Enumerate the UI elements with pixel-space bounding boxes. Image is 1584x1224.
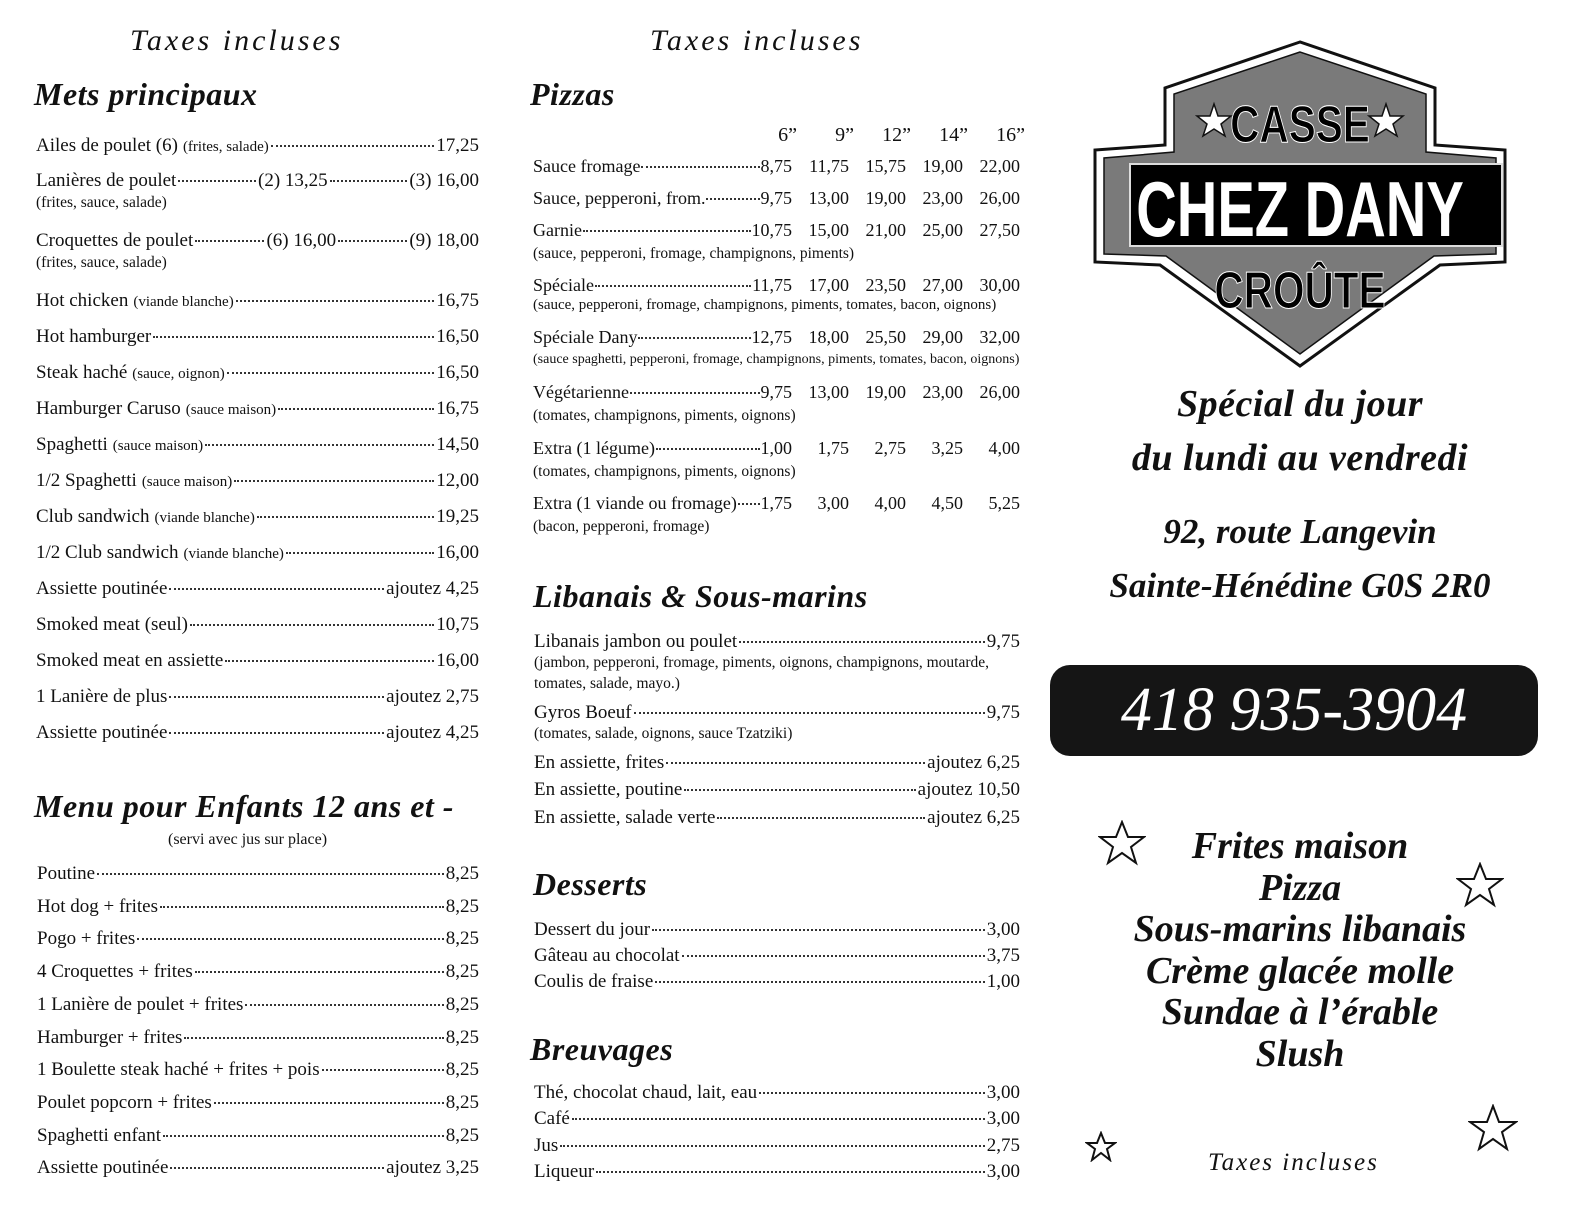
restaurant-logo [1090, 40, 1510, 370]
menu-item [36, 650, 479, 672]
service-item: Pizza [1258, 866, 1342, 909]
item-price: 16,75 [436, 290, 479, 311]
item-description: (sauce, pepperoni, fromage, champignons, piments) [533, 245, 855, 262]
menu-item [534, 752, 1020, 774]
item-name: 1/2 Spaghetti [36, 470, 137, 491]
item-description: (tomates, champignons, piments, oignons) [533, 407, 796, 424]
item-price: 32,00 [979, 327, 1020, 347]
menu-item [534, 779, 1020, 801]
pizza-row [533, 188, 1020, 209]
dot-leader [169, 588, 384, 590]
item-price: 23,00 [922, 188, 963, 208]
item-price: 16,00 [436, 542, 479, 563]
item-price: ajoutez 6,25 [927, 807, 1020, 828]
pizza-name-cell [533, 493, 792, 514]
pizza-name-cell [533, 382, 792, 403]
item-price: 10,75 [436, 614, 479, 635]
item-price: 15,75 [865, 156, 906, 176]
item-name: Ailes de poulet (6) [36, 135, 178, 156]
item-price: 8,25 [445, 1124, 479, 1146]
item-price: 3,00 [986, 1082, 1020, 1103]
item-description: (tomates, champignons, piments, oignons) [533, 463, 796, 480]
dot-leader [170, 1167, 384, 1169]
menu-item [534, 702, 1020, 724]
dot-leader [738, 503, 760, 505]
item-note: (viande blanche) [154, 510, 255, 526]
item-price: 16,50 [436, 326, 479, 347]
item-name: Hamburger Caruso [36, 398, 181, 419]
item-description: (sauce, pepperoni, fromage, champignons, piments, tomates, bacon, oignons) [533, 297, 997, 313]
section-title-desserts: Desserts [533, 866, 648, 902]
item-price: 17,00 [808, 275, 849, 295]
pizza-name-cell [533, 327, 792, 348]
menu-item [36, 326, 479, 348]
item-name: 1 Boulette steak haché + frites + pois [37, 1059, 320, 1081]
menu-item [36, 614, 479, 636]
pizza-row [533, 327, 1020, 348]
item-name: Thé, chocolat chaud, lait, eau [534, 1082, 758, 1103]
service-item: Sundae à l’érable [1161, 991, 1439, 1033]
item-name: Assiette poutinée [36, 578, 168, 599]
pizza-name-cell [533, 275, 792, 296]
item-price: ajoutez 2,75 [386, 686, 479, 707]
item-price: 8,25 [445, 863, 479, 884]
dot-leader [759, 1092, 985, 1094]
item-price: 3,75 [986, 945, 1020, 966]
menu-item [36, 434, 479, 456]
item-price: 13,00 [808, 382, 849, 402]
taxes-included-label: Taxes incluses [1208, 1149, 1379, 1176]
item-price: ajoutez 10,50 [917, 779, 1020, 800]
dot-leader [286, 552, 434, 554]
item-name: En assiette, poutine [534, 779, 683, 800]
item-name: Végétarienne [533, 382, 629, 402]
menu-item [36, 542, 479, 564]
item-name: Pogo + frites [37, 928, 136, 950]
dot-leader [572, 1118, 985, 1120]
dot-leader [684, 789, 915, 791]
star-icon [1085, 1131, 1117, 1162]
dot-leader [583, 230, 751, 232]
special-line-1: Spécial du jour [1176, 383, 1424, 425]
menu-item [36, 362, 479, 384]
item-price: 25,00 [922, 220, 963, 240]
item-name: 1 Lanière de poulet + frites [37, 993, 244, 1015]
item-price: 2,75 [986, 1135, 1020, 1156]
section-title-kids: Menu pour Enfants 12 ans et - [34, 788, 454, 824]
item-name: Spéciale [533, 275, 594, 295]
item-price: 26,00 [979, 188, 1020, 208]
item-price: 23,50 [865, 275, 906, 295]
item-price: 1,00 [760, 438, 792, 458]
item-name: Assiette poutinée [37, 1157, 169, 1179]
dot-leader [195, 240, 264, 242]
dot-leader [227, 372, 435, 374]
size-label: 16” [996, 124, 1025, 146]
star-icon [1456, 862, 1504, 908]
item-price: 8,25 [445, 1091, 479, 1113]
item-price: 2,75 [874, 438, 906, 458]
dot-leader [706, 198, 759, 200]
item-name: Gyros Boeuf [534, 702, 632, 723]
section-title-mains: Mets principaux [34, 76, 258, 112]
item-note: (viande blanche) [183, 546, 284, 562]
item-price: 13,00 [808, 188, 849, 208]
item-price: 4,00 [874, 493, 906, 513]
item-price: 15,00 [808, 220, 849, 240]
item-price: 3,00 [986, 1161, 1020, 1182]
item-price: 19,00 [865, 382, 906, 402]
taxes-included-label: Taxes incluses [130, 24, 344, 57]
item-price: (9) 18,00 [409, 230, 479, 251]
dot-leader [634, 712, 985, 714]
item-price: 30,00 [979, 275, 1020, 295]
item-price: 3,25 [931, 438, 963, 458]
dot-leader [214, 1102, 444, 1104]
address-city: Sainte-Hénédine G0S 2R0 [1109, 566, 1491, 605]
dot-leader [560, 1145, 984, 1147]
item-price: 9,75 [760, 382, 792, 402]
pizza-sizes-header [740, 124, 1025, 147]
star-icon [1098, 820, 1146, 866]
item-name: Gâteau au chocolat [534, 945, 680, 966]
service-item: Crème glacée molle [1145, 949, 1455, 992]
item-price: 22,00 [979, 156, 1020, 176]
menu-item [534, 971, 1020, 993]
item-name: Croquettes de poulet [36, 230, 194, 251]
menu-item [534, 945, 1020, 967]
item-name: Hot dog + frites [37, 895, 159, 917]
item-price: ajoutez 3,25 [386, 1157, 479, 1179]
section-title-breuvages: Breuvages [530, 1031, 674, 1067]
size-label: 9” [835, 124, 854, 146]
item-price: 18,00 [808, 327, 849, 347]
taxes-included-label: Taxes incluses [650, 24, 864, 57]
menu-item [37, 961, 479, 983]
pizza-name-cell [533, 188, 792, 209]
dot-leader [338, 240, 407, 242]
menu-item [36, 230, 479, 252]
service-item: Frites maison [1191, 825, 1409, 867]
item-price: 8,75 [760, 156, 792, 176]
item-description: (frites, sauce, salade) [36, 254, 167, 271]
menu-item [37, 1092, 479, 1114]
item-name: Poutine [37, 863, 96, 884]
service-item: Slush [1255, 1032, 1345, 1075]
dot-leader [652, 929, 985, 931]
logo-top-text: CASSE [1230, 95, 1370, 154]
menu-item [37, 1059, 479, 1081]
pizza-row [533, 220, 1020, 241]
item-price: 5,25 [988, 493, 1020, 513]
item-price: ajoutez 4,25 [386, 722, 479, 743]
section-title-libanais: Libanais & Sous-marins [533, 578, 868, 614]
dot-leader [137, 938, 443, 940]
item-price: 26,00 [979, 382, 1020, 402]
dot-leader [596, 1171, 985, 1173]
menu-item [534, 631, 1020, 653]
dot-leader [656, 448, 760, 450]
item-name: Spéciale Dany [533, 327, 638, 347]
pizza-name-cell [533, 438, 792, 459]
item-name: Café [534, 1108, 570, 1129]
dot-leader [271, 145, 435, 147]
item-price: 19,25 [436, 506, 479, 527]
item-name: Sauce fromage [533, 156, 641, 176]
item-price: 8,25 [445, 961, 479, 983]
special-line-2: du lundi au vendredi [1131, 437, 1469, 479]
item-price: 10,75 [751, 220, 792, 240]
dot-leader [205, 444, 434, 446]
item-price: 8,25 [445, 928, 479, 950]
menu-item [36, 170, 479, 192]
pizza-row [533, 438, 1020, 459]
item-name: Lanières de poulet [36, 170, 177, 191]
menu-item [37, 863, 479, 885]
item-name: Spaghetti [36, 434, 108, 455]
dot-leader [641, 166, 759, 168]
item-description: (tomates, salade, oignons, sauce Tzatziki) [534, 725, 793, 742]
menu-item [37, 1157, 479, 1179]
item-price: 19,00 [922, 156, 963, 176]
size-label: 14” [939, 124, 968, 146]
item-note: (viande blanche) [133, 294, 234, 310]
item-name: Dessert du jour [534, 919, 651, 940]
item-name: Coulis de fraise [534, 971, 654, 992]
item-name: Garnie [533, 220, 582, 240]
dot-leader [595, 285, 751, 287]
dot-leader [245, 1004, 443, 1006]
item-price: 21,00 [865, 220, 906, 240]
menu-item [534, 807, 1020, 829]
menu-item [36, 578, 479, 600]
item-price: 8,25 [445, 895, 479, 917]
logo-middle-text: CHEZ DANY [1136, 165, 1464, 254]
dot-leader [169, 732, 384, 734]
dot-leader [717, 817, 925, 819]
item-name: En assiette, frites [534, 752, 665, 773]
dot-leader [330, 180, 408, 182]
item-price: 12,00 [436, 470, 479, 491]
pizza-name-cell [533, 220, 792, 241]
item-name: Spaghetti enfant [37, 1124, 161, 1146]
item-price: (3) 16,00 [409, 170, 479, 191]
item-name: Liqueur [534, 1161, 595, 1182]
item-note: (sauce, oignon) [132, 366, 225, 382]
dot-leader [630, 392, 760, 394]
item-price: 16,75 [436, 398, 479, 419]
item-price: 1,00 [986, 971, 1020, 992]
dot-leader [257, 516, 434, 518]
item-price: ajoutez 6,25 [927, 752, 1020, 773]
item-price: 4,00 [988, 438, 1020, 458]
item-name: Club sandwich [36, 506, 150, 527]
dot-leader [195, 971, 444, 973]
pizza-row [533, 493, 1020, 514]
dot-leader [178, 180, 256, 182]
dot-leader [160, 906, 444, 908]
pizza-row [533, 382, 1020, 403]
menu-item [534, 1108, 1020, 1130]
item-name: Hot hamburger [36, 326, 152, 347]
item-price: 16,50 [436, 362, 479, 383]
dot-leader [225, 660, 434, 662]
dot-leader [322, 1069, 444, 1071]
item-price: 1,75 [817, 438, 849, 458]
phone-number: 418 935-3904 [1050, 665, 1538, 756]
dot-leader [153, 336, 434, 338]
item-description: (bacon, pepperoni, fromage) [533, 518, 710, 535]
size-label: 6” [778, 124, 797, 146]
dot-leader [234, 480, 434, 482]
menu-item [36, 290, 479, 312]
menu-item [37, 994, 479, 1016]
menu-item [37, 896, 479, 918]
item-description: (sauce spaghetti, pepperoni, fromage, champignons, piments, tomates, bacon, oignons) [533, 352, 1020, 367]
item-price: (6) 16,00 [266, 230, 337, 251]
item-name: En assiette, salade verte [534, 807, 716, 828]
item-price: 11,75 [809, 156, 849, 176]
menu-item [534, 919, 1020, 941]
dot-leader [184, 1037, 443, 1039]
dot-leader [236, 300, 435, 302]
dot-leader [278, 408, 434, 410]
pizza-row [533, 156, 1020, 177]
item-price: 27,50 [979, 220, 1020, 240]
item-price: 9,75 [986, 631, 1020, 652]
item-price: 27,00 [922, 275, 963, 295]
menu-item [534, 1161, 1020, 1183]
address-street: 92, route Langevin [1163, 512, 1437, 551]
pizza-name-cell [533, 156, 792, 177]
item-note: (frites, salade) [182, 139, 269, 155]
logo-bottom-text: CROÛTE [1214, 261, 1386, 320]
item-name: Sauce, pepperoni, from. [533, 188, 706, 208]
dot-leader [638, 337, 750, 339]
item-price: 19,00 [865, 188, 906, 208]
item-price: 8,25 [445, 1059, 479, 1081]
item-description: tomates, salade, mayo.) [534, 675, 680, 692]
menu-item [36, 135, 479, 157]
item-price: 3,00 [986, 919, 1020, 940]
item-price: 1,75 [760, 493, 792, 513]
dot-leader [163, 1135, 444, 1137]
item-name: Extra (1 viande ou fromage) [533, 493, 737, 513]
item-note: (sauce maison) [112, 438, 204, 454]
item-name: Hot chicken [36, 290, 129, 311]
item-name: Steak haché [36, 362, 128, 383]
item-price: 16,00 [436, 650, 479, 671]
item-price: 11,75 [752, 275, 792, 295]
item-price: 9,75 [760, 188, 792, 208]
service-item: Sous-marins libanais [1133, 908, 1467, 950]
item-name: Smoked meat (seul) [36, 614, 188, 635]
item-note: (sauce maison) [141, 474, 233, 490]
item-name: Smoked meat en assiette [36, 650, 224, 671]
dot-leader [169, 696, 384, 698]
item-price: 12,75 [751, 327, 792, 347]
section-title-pizzas: Pizzas [530, 76, 615, 112]
dot-leader [190, 624, 434, 626]
pizza-row [533, 275, 1020, 296]
item-price: 3,00 [817, 493, 849, 513]
item-name: Hamburger + frites [37, 1026, 183, 1048]
item-name: Libanais jambon ou poulet [534, 631, 738, 652]
dot-leader [682, 955, 985, 957]
menu-item [37, 1125, 479, 1147]
item-price: 8,25 [445, 993, 479, 1015]
dot-leader [739, 641, 985, 643]
item-price: 17,25 [436, 135, 479, 156]
menu-item [37, 928, 479, 950]
item-price: 23,00 [922, 382, 963, 402]
item-price: 25,50 [865, 327, 906, 347]
item-price: (2) 13,25 [258, 170, 328, 191]
menu-item [37, 1027, 479, 1049]
menu-item [36, 398, 479, 420]
item-price: 29,00 [922, 327, 963, 347]
dot-leader [666, 762, 925, 764]
item-note: (sauce maison) [185, 402, 277, 418]
menu-item [534, 1082, 1020, 1104]
item-name: Extra (1 légume) [533, 438, 655, 458]
item-price: ajoutez 4,25 [386, 578, 479, 599]
star-icon [1468, 1104, 1518, 1152]
menu-item [36, 686, 479, 708]
item-name: 1/2 Club sandwich [36, 542, 179, 563]
item-name: Poulet popcorn + frites [37, 1091, 212, 1113]
item-name: 4 Croquettes + frites [37, 961, 193, 983]
item-name: Jus [534, 1135, 559, 1156]
item-price: 14,50 [436, 434, 479, 455]
menu-item [36, 506, 479, 528]
item-price: 3,00 [986, 1108, 1020, 1129]
menu-item [36, 470, 479, 492]
item-name: 1 Lanière de plus [36, 686, 168, 707]
dot-leader [97, 873, 444, 875]
menu-item [534, 1135, 1020, 1157]
item-name: Assiette poutinée [36, 722, 168, 743]
kids-subtitle: (servi avec jus sur place) [168, 831, 328, 848]
item-price: 9,75 [986, 702, 1020, 723]
dot-leader [655, 981, 984, 983]
menu-item [36, 722, 479, 744]
item-description: (jambon, pepperoni, fromage, piments, oignons, champignons, moutarde, [534, 654, 990, 671]
item-price: 4,50 [931, 493, 963, 513]
item-description: (frites, sauce, salade) [36, 194, 167, 211]
size-label: 12” [882, 124, 911, 146]
item-price: 8,25 [445, 1026, 479, 1048]
